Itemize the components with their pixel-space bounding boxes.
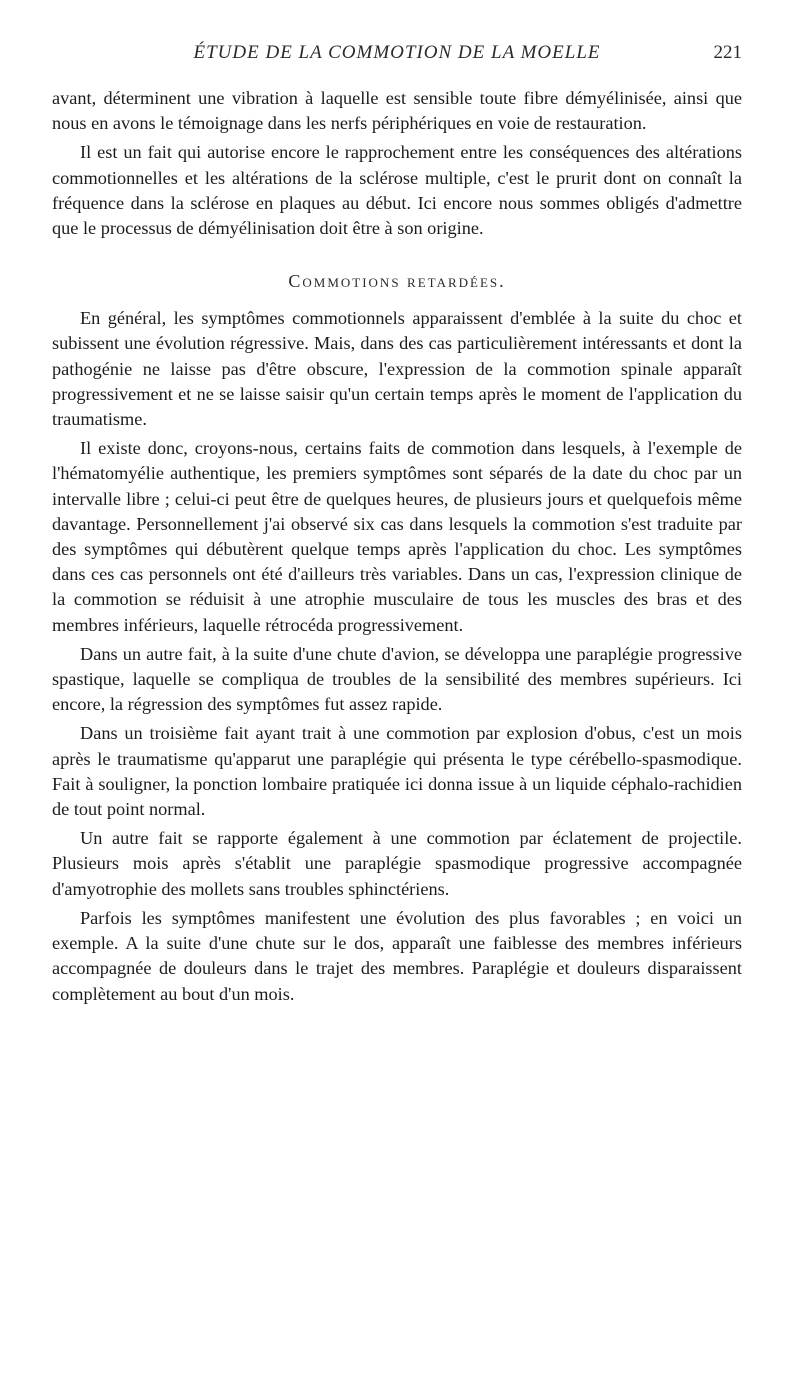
paragraph-2: Il est un fait qui autorise encore le rapprochement entre les conséquences des altérations commotionnelles et les altérations de la sclérose multiple, c'est le prurit dont on connaît la fréquence dans la sclérose en plaques au début. Ici encore nous sommes obligés d'admettre que le processus de démyélinisation doit être à son origine. [52,142,742,239]
paragraph-5: Dans un autre fait, à la suite d'une chute d'avion, se développa une paraplégie progressive spastique, laquelle se compliqua de troubles de la sensibilité des membres supérieurs. Ici encore, la régression des symptômes fut assez rapide. [52,643,742,715]
paragraph-7: Un autre fait se rapporte également à une commotion par éclatement de projectile. Plusieurs mois après s'établit une paraplégie spasmodique progressive accompagnée d'amyotrophie des mollets sans troubles sphinctériens. [52,828,742,899]
paragraph-4: Il existe donc, croyons-nous, certains faits de commotion dans lesquels, à l'exemple de l'hématomyélie authentique, les premiers symptômes sont séparés de la date du choc par un intervalle libre ; celui-ci peut être de quelques heures, de plusieurs jours et quelquefois même davantage. Personnellement j'ai observé six cas dans lesquels la commotion s'est traduite par des symptômes qui débutèrent quelque temps après l'application du choc. Les symptômes dans ces cas personnels ont été d'ailleurs très variables. Dans un cas, l'expression clinique de la commotion se réduisit à une atrophie musculaire de tous les muscles des bras et des membres inférieurs, laquelle rétrocéda progressivement. [52,438,742,635]
paragraph-3: En général, les symptômes commotionnels apparaissent d'emblée à la suite du choc et subissent une évolution régressive. Mais, dans des cas particulièrement intéressants et dont la pathogénie ne laisse pas d'être obscure, l'expression de la commotion spinale apparaît progressivement et ne se laisse saisir qu'un certain temps après le moment de l'application du traumatisme. [52,308,742,430]
paragraph-6: Dans un troisième fait ayant trait à une commotion par explosion d'obus, c'est un mois après le traumatisme qu'apparut une paraplégie qui présenta le type cérébello-spasmodique. Fait à souligner, la ponction lombaire pratiquée ici donna issue à un liquide céphalo-rachidien de tout point normal. [52,723,742,820]
paragraph-8: Parfois les symptômes manifestent une évolution des plus favorables ; en voici un exemple. A la suite d'une chute sur le dos, apparaît une faiblesse des membres inférieurs accompagnée de douleurs dans le trajet des membres. Paraplégie et douleurs disparaissent complètement au bout d'un mois. [52,907,742,1004]
running-header [52,38,742,72]
book-page [52,38,742,1011]
paragraph-1: avant, déterminent une vibration à laquelle est sensible toute fibre démyélinisée, ainsi que nous en avons le témoignage dans les nerfs périphériques en voie de restauration. [52,88,742,134]
page-number: 221 [713,42,742,63]
section-heading: Commotions retardées. [288,271,506,292]
running-title: ÉTUDE DE LA COMMOTION DE LA MOELLE [193,42,601,63]
